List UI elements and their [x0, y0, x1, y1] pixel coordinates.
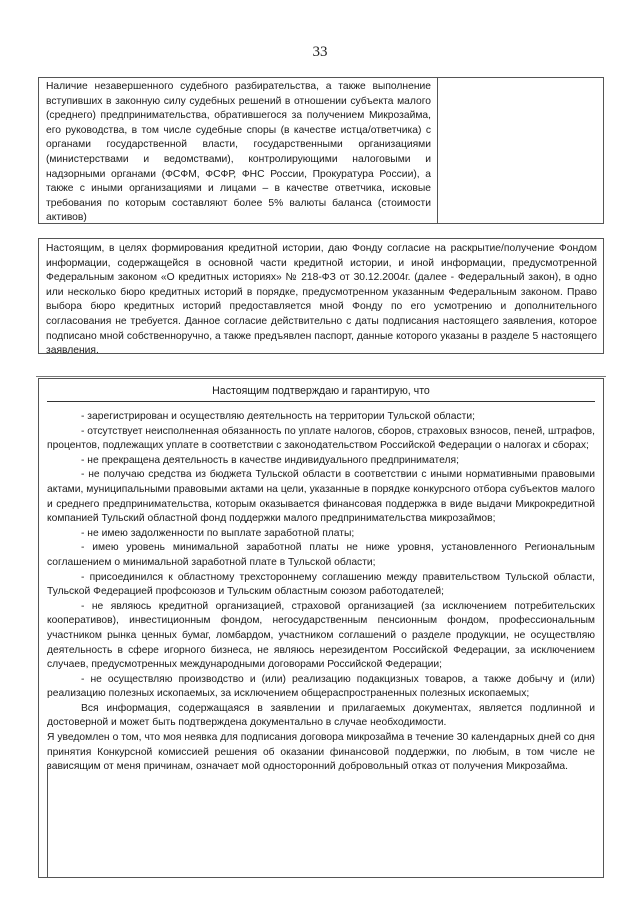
guarantee-item: - имею уровень минимальной заработной платы не ниже уровня, установленного Региональным соглашением о минимальной заработной плате в Тульской области; — [47, 542, 595, 568]
litigation-question-text: Наличие незавершенного судебного разбирательства, а также выполнение вступивших в законную силу судебных решений в отношении субъекта малого (среднего) предпринимательства, обратившегося за получением Микрозайма, его руководства, в том числе судебные споры (в качестве истца/ответчика) с органами государственной власти, государственными организациями (министерствами и ведомствами), контролирующими налоговыми и надзорными органами (ФСФМ, ФСФР, ФНС России, Прокуратура России), а также с иными организациями и лицами – в качестве ответчика, исковые требования по которым составляют более 5% валюты баланса (стоимости активов) — [46, 81, 431, 224]
guarantee-item: - не имею задолженности по выплате заработной платы; — [81, 527, 355, 539]
guarantee-item: - не осуществляю производство и (или) реализацию подакцизных товаров, а также добычу и (или) реализацию полезных ископаемых, за исключением общераспространенных полезных ископаемых; — [47, 673, 595, 700]
inner-margin-line — [47, 764, 48, 877]
litigation-answer-cell — [438, 78, 603, 223]
guarantee-box — [38, 378, 604, 878]
page-number: 33 — [312, 44, 328, 60]
guarantee-heading: Настоящим подтверждаю и гарантирую, что — [212, 385, 430, 397]
litigation-question-cell — [39, 78, 438, 223]
litigation-table — [38, 77, 604, 224]
guarantee-item: - отсутствует неисполненная обязанность по уплате налогов, сборов, страховых взносов, пеней, штрафов, процентов, подлежащих уплате в соответствии с законодательством Российской Федерации о налогах и сборах; — [47, 425, 595, 452]
guarantee-item: - присоединился к областному трехстороннему соглашению между правительством Тульской области, Тульской Федерацией профсоюзов и Тульским областным союзом работодателей; — [47, 571, 595, 598]
credit-history-consent-text: Настоящим, в целях формирования кредитной истории, даю Фонду согласие на раскрытие/получение Фондом информации, содержащейся в основной части кредитной истории, и иной информации, предусмотренной Федеральным законом «О кредитных историях» № 218-ФЗ от 30.12.2004г. (далее - Федеральный закон), в одно или несколько бюро кредитных историй в порядке, предусмотренном указанным Федеральным законом. Право выбора бюро кредитных историй предоставляется мной Фонду по его усмотрению и дополнительного согласования не требуется. Данное согласие действительно с даты подписания настоящего заявления, которое подписано мной собственноручно, а также предъявлен паспорт, данные которого указаны в разделе 5 настоящего заявления. — [46, 243, 597, 357]
guarantee-item: - зарегистрирован и осуществляю деятельность на территории Тульской области; — [81, 411, 475, 422]
guarantee-item: - не являюсь кредитной организацией, страховой организацией (за исключением потребительских кооперативов), инвестиционным фондом, негосударственным пенсионным фондом, профессиональным участником рынка ценных бумаг, ломбардом, участником соглашений о разделе продукции, не осуществляю деятельность в сфере игорного бизнеса, не являюсь нерезидентом Российской Федерации, за исключением случаев, предусмотренных международными договорами Российской Федерации; — [47, 600, 595, 671]
guarantee-item: - не получаю средства из бюджета Тульской области в соответствии с иными нормативными правовыми актами, муниципальными правовыми актами на цели, указанные в порядке конкурсного отбора субъектов малого и среднего предпринимательства, которым оказывается финансовая поддержка в виде выдачи Микрокредитной компанией Тульский областной фонд поддержки малого предпринимательства микрозаймов; — [47, 469, 595, 525]
credit-history-consent-box — [38, 238, 604, 357]
section-divider — [36, 376, 606, 377]
information-accuracy-statement: Вся информация, содержащаяся в заявлении и прилагаемых документах, является подлинной и достоверной и может быть подтверждена документально в случае необходимости. — [47, 702, 595, 729]
guarantee-item: - не прекращена деятельность в качестве индивидуального предпринимателя; — [81, 454, 459, 466]
heading-rule — [47, 401, 595, 402]
guarantee-content — [47, 410, 595, 775]
microloan-refusal-notice: Я уведомлен о том, что моя неявка для подписания договора микрозайма в течение 30 календарных дней со дня принятия Конкурсной комиссией решения об оказании финансовой поддержки, по любым, в том числе не зависящим от меня причинам, означает мой односторонний добровольный отказ от получения Микрозайма. — [47, 732, 595, 773]
